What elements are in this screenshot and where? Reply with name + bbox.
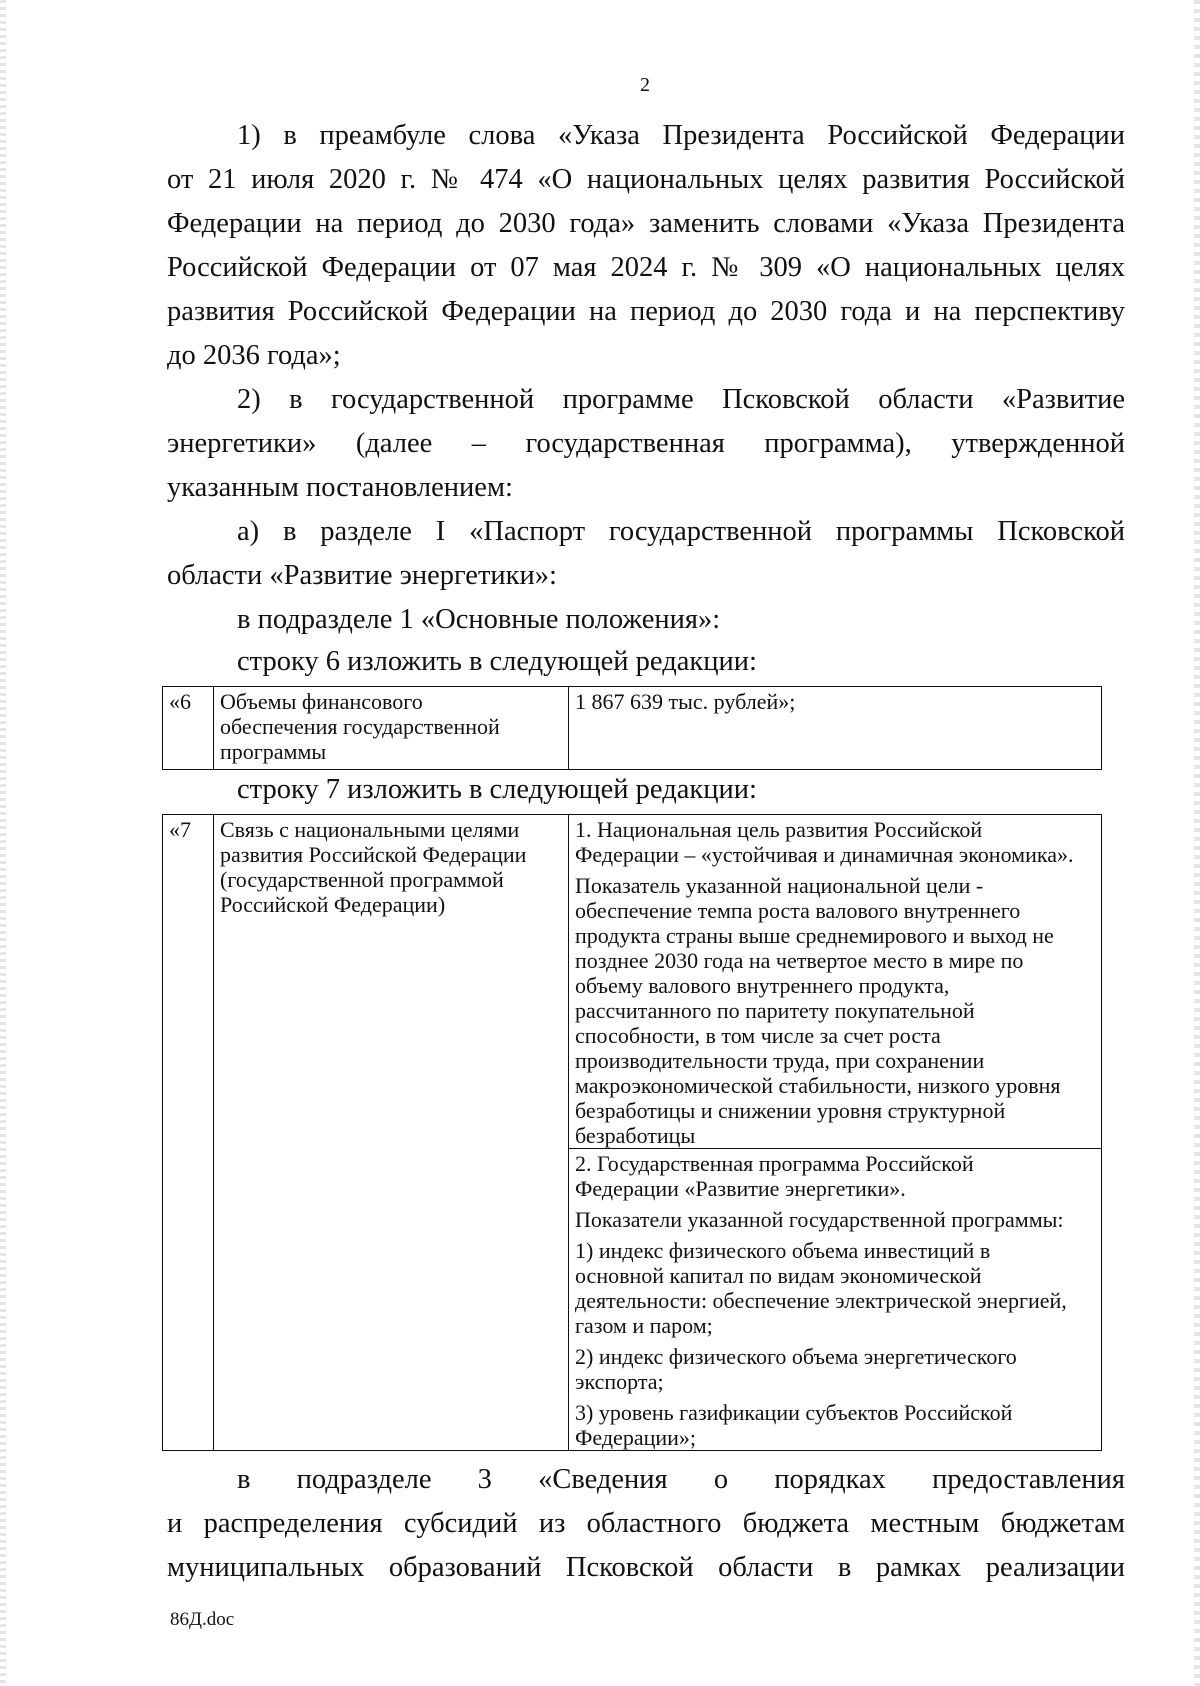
table-row — [163, 815, 1102, 1149]
label-line: развития Российской Федерации — [220, 842, 527, 867]
cell-line: обеспечение темпа роста валового внутреннего — [575, 898, 1021, 923]
text-line: строку 6 изложить в следующей редакции: — [237, 646, 757, 677]
cell-line: безработицы и снижении уровня структурной — [575, 1098, 1006, 1123]
document-filename: 86Д.doc — [170, 1609, 235, 1630]
table-row-6 — [162, 686, 1102, 770]
cell-line: Федерации «Развитие энергетики». — [575, 1176, 906, 1201]
label-line: Объемы финансового — [220, 689, 423, 714]
label-line: программы — [220, 739, 327, 764]
table-row — [163, 687, 1102, 770]
text-line: а) в разделе I «Паспорт государственной программы Псковской — [237, 516, 1125, 547]
text-line: 2) в государственной программе Псковской области «Развитие — [237, 384, 1125, 415]
paragraph-preamble — [167, 114, 1125, 378]
label-line: Связь с национальными целями — [220, 817, 520, 842]
cell-line: Показатель указанной национальной цели - — [575, 873, 984, 898]
cell-line: безработицы — [575, 1123, 696, 1148]
cell-line: объему валового внутреннего продукта, — [575, 973, 950, 998]
goal-title — [575, 817, 1095, 867]
cell-line: рассчитанного по паритету покупательной — [575, 998, 975, 1023]
row-number: «6 — [169, 689, 191, 714]
label-cell — [214, 815, 569, 1451]
text-line: в подразделе 3 «Сведения о порядках предоставления — [237, 1464, 1125, 1495]
program-subtitle: Показатели указанной государственной программы: — [575, 1207, 1064, 1232]
cell-line: экспорта; — [575, 1369, 664, 1394]
cell-line: Федерации»; — [575, 1425, 697, 1450]
label-cell — [214, 687, 569, 770]
scan-edge-left — [0, 0, 6, 1686]
text-line: в подразделе 1 «Основные положения»: — [237, 604, 721, 635]
cell-line: газом и паром; — [575, 1313, 713, 1338]
text-line: и распределения субсидий из областного бюджета местным бюджетам — [167, 1508, 1125, 1539]
text-line: Российской Федерации от 07 мая 2024 г. № 309 «О национальных целях — [167, 252, 1125, 283]
text-line: муниципальных образований Псковской области в рамках реализации — [167, 1552, 1125, 1583]
indicator-item-2 — [575, 1344, 1095, 1394]
cell-line: способности, в том числе за счет роста — [575, 1023, 941, 1048]
state-program-cell — [569, 1149, 1102, 1451]
cell-line: продукта страны выше среднемирового и выход не — [575, 923, 1054, 948]
text-line: до 2036 года»; — [167, 340, 341, 371]
text-line: от 21 июля 2020 г. № 474 «О национальных целях развития Российской — [167, 164, 1125, 195]
cell-line: деятельности: обеспечение электрической энергией, — [575, 1288, 1067, 1313]
cell-line: Федерации – «устойчивая и динамичная экономика». — [575, 842, 1074, 867]
paragraph-subsection-3 — [167, 1458, 1125, 1590]
goal-indicator — [575, 873, 1095, 1148]
indicator-item-3 — [575, 1400, 1095, 1450]
text-line: указанным постановлением: — [167, 472, 513, 503]
paragraph-row-6 — [167, 640, 1125, 684]
text-line: области «Развитие энергетики»: — [167, 560, 557, 591]
value-cell — [569, 687, 1102, 770]
text-line: Федерации на период до 2030 года» заменить словами «Указа Президента — [167, 208, 1125, 239]
cell-line: производительности труда, при сохранении — [575, 1048, 985, 1073]
label-line: обеспечения государственной — [220, 714, 500, 739]
row-number-cell — [163, 687, 214, 770]
indicator-item-1 — [575, 1238, 1095, 1338]
text-line: 1) в преамбуле слова «Указа Президента Российской Федерации — [237, 120, 1125, 151]
value-text: 1 867 639 тыс. рублей»; — [575, 689, 796, 714]
label-line: Российской Федерации) — [220, 892, 446, 917]
cell-line: основной капитал по видам экономической — [575, 1263, 982, 1288]
row-number: «7 — [169, 817, 191, 842]
row-number-cell — [163, 815, 214, 1451]
table-row-7 — [162, 814, 1102, 1451]
cell-line: 2) индекс физического объема энергетического — [575, 1344, 1017, 1369]
program-title — [575, 1151, 1095, 1201]
cell-line: 1. Национальная цель развития Российской — [575, 817, 983, 842]
text-line: энергетики» (далее – государственная программа), утвержденной — [167, 428, 1125, 459]
text-line: строку 7 изложить в следующей редакции: — [237, 774, 757, 805]
national-goal-cell — [569, 815, 1102, 1149]
paragraph-program — [167, 378, 1125, 510]
cell-line: 3) уровень газификации субъектов Российской — [575, 1400, 1013, 1425]
scan-edge-right — [1194, 0, 1200, 1686]
cell-line: позднее 2030 года на четвертое место в мире по — [575, 948, 1024, 973]
cell-line: 2. Государственная программа Российской — [575, 1151, 974, 1176]
paragraph-subsection-1 — [167, 598, 1125, 642]
label-line: (государственной программой — [220, 867, 504, 892]
cell-line: 1) индекс физического объема инвестиций в — [575, 1238, 991, 1263]
cell-line: макроэкономической стабильности, низкого уровня — [575, 1073, 1061, 1098]
paragraph-row-7 — [167, 768, 1125, 812]
text-line: развития Российской Федерации на период до 2030 года и на перспективу — [167, 296, 1125, 327]
paragraph-section-1 — [167, 510, 1125, 598]
page-number: 2 — [640, 74, 650, 96]
